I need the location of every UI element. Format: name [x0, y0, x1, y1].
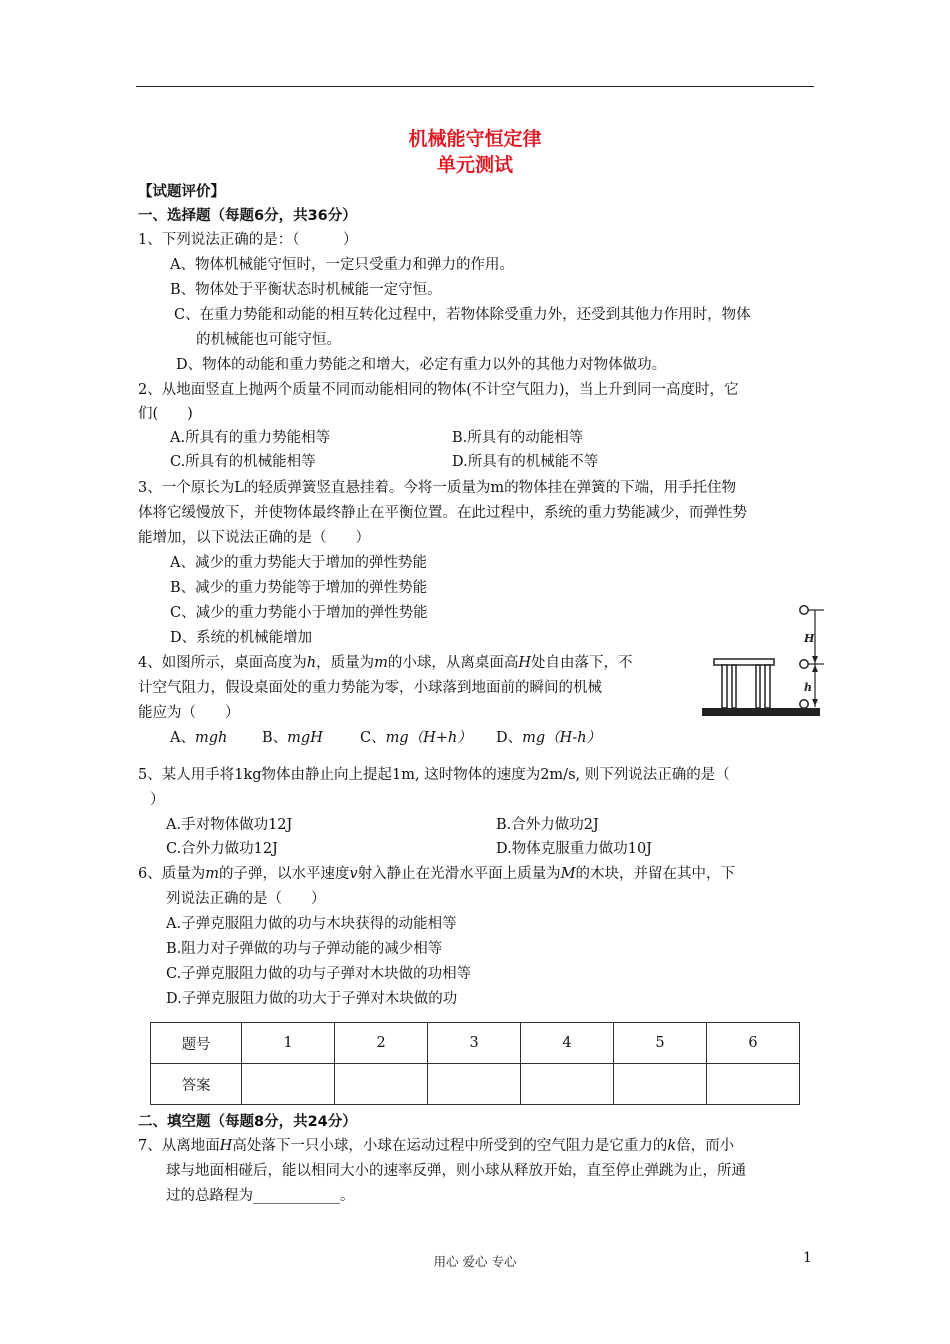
q4-option-d: D、mg（H-h）	[496, 730, 602, 746]
answer-cell[interactable]	[335, 1064, 428, 1105]
page-number: 1	[803, 1250, 812, 1266]
answer-cell[interactable]	[706, 1064, 799, 1105]
section-heading: 【试题评价】	[138, 184, 225, 200]
table-header-label: 题号	[151, 1023, 242, 1064]
q1-option-d: D、物体的动能和重力势能之和增大，必定有重力以外的其他力对物体做功。	[176, 357, 667, 373]
table-cell-number: 3	[428, 1023, 521, 1064]
doc-title: 机械能守恒定律	[408, 128, 542, 150]
q1-option-c-line2: 的机械能也可能守恒。	[196, 332, 341, 348]
q3-option-a: A、减少的重力势能大于增加的弹性势能	[170, 555, 427, 571]
q6-stem-line1: 6、质量为m的子弹，以水平速度v射入静止在光滑水平面上质量为M的木块，并留在其中，下	[138, 866, 736, 882]
answer-table	[150, 1022, 800, 1105]
answer-cell[interactable]	[521, 1064, 614, 1105]
table-cell-number: 1	[242, 1023, 335, 1064]
q1-option-c-line1: C、在重力势能和动能的相互转化过程中，若物体除受重力外，还受到其他力作用时，物体	[174, 307, 751, 323]
section1-title: 一、选择题（每题6分，共36分）	[138, 208, 357, 224]
answer-cell[interactable]	[242, 1064, 335, 1105]
q6-option-c: C.子弹克服阻力做的功与子弹对木块做的功相等	[166, 966, 472, 982]
table-leg	[722, 665, 727, 708]
header-rule	[136, 86, 814, 87]
q3-option-d: D、系统的机械能增加	[170, 630, 313, 646]
doc-subtitle: 单元测试	[436, 154, 513, 176]
q4-stem-line2: 计空气阻力，假设桌面处的重力势能为零，小球落到地面前的瞬间的机械	[138, 680, 602, 696]
q1-option-a: A、物体机械能守恒时，一定只受重力和弹力的作用。	[170, 257, 514, 273]
table-ball-diagram	[700, 600, 825, 725]
q3-option-c: C、减少的重力势能小于增加的弹性势能	[170, 605, 428, 621]
page-footer: 用心 爱心 专心	[433, 1254, 517, 1269]
table-cell-number: 5	[614, 1023, 707, 1064]
table-row	[151, 1064, 800, 1105]
ball-middle	[800, 660, 808, 668]
q5-option-b: B.合外力做功2J	[496, 817, 599, 833]
q2-option-d: D.所具有的机械能不等	[452, 454, 599, 470]
q2-option-a: A.所具有的重力势能相等	[170, 430, 331, 446]
q6-option-b: B.阻力对子弹做的功与子弹动能的减少相等	[166, 941, 443, 957]
table-leg	[732, 665, 736, 708]
q4-stem-line1: 4、如图所示，桌面高度为h，质量为m的小球，从离桌面高H处自由落下，不	[138, 655, 633, 671]
table-leg	[765, 665, 770, 708]
ball-top	[800, 606, 808, 614]
q3-option-b: B、减少的重力势能等于增加的弹性势能	[170, 580, 428, 596]
answer-cell[interactable]	[614, 1064, 707, 1105]
q2-stem-line1: 2、从地面竖直上抛两个质量不同而动能相同的物体(不计空气阻力)，当上升到同一高度时，它	[138, 382, 739, 398]
table-cell-number: 6	[706, 1023, 799, 1064]
q4-option-a: A、mgh	[170, 730, 228, 746]
q5-stem-line1: 5、某人用手将1kg物体由静止向上提起1m, 这时物体的速度为2m/s, 则下列说法正确的是（	[138, 767, 730, 783]
table-row	[151, 1023, 800, 1064]
q3-stem-line1: 3、一个原长为L的轻质弹簧竖直悬挂着。今将一质量为m的物体挂在弹簧的下端，用手托住物	[138, 480, 737, 496]
table-leg	[756, 665, 760, 708]
q7-stem-line2: 球与地面相碰后，能以相同大小的速率反弹，则小球从释放开始，直至停止弹跳为止，所通	[166, 1163, 746, 1179]
table-top	[714, 659, 774, 665]
answer-cell[interactable]	[428, 1064, 521, 1105]
q4-option-b: B、mgH	[262, 730, 323, 746]
label-H: H	[804, 632, 815, 645]
q5-option-a: A.手对物体做功12J	[166, 817, 293, 833]
q3-stem-line2: 体将它缓慢放下，并使物体最终静止在平衡位置。在此过程中，系统的重力势能减少，而弹性势	[138, 505, 747, 521]
q1-stem: 1、下列说法正确的是：（ ）	[138, 232, 358, 248]
label-h: h	[804, 681, 812, 694]
table-cell-number: 2	[335, 1023, 428, 1064]
table-answer-label: 答案	[151, 1064, 242, 1105]
q6-option-d: D.子弹克服阻力做的功大于子弹对木块做的功	[166, 991, 458, 1007]
q2-option-c: C.所具有的机械能相等	[170, 454, 316, 470]
q1-option-b: B、物体处于平衡状态时机械能一定守恒。	[170, 282, 442, 298]
q4-option-c: C、mg（H+h）	[360, 730, 472, 746]
q7-stem-line1: 7、从离地面H高处落下一只小球，小球在运动过程中所受到的空气阻力是它重力的k倍，而小	[138, 1138, 735, 1154]
ball-bottom	[800, 700, 808, 708]
q7-stem-line3: 过的总路程为____________。	[166, 1188, 355, 1204]
ground	[702, 708, 820, 716]
q2-option-b: B.所具有的动能相等	[452, 430, 584, 446]
table-cell-number: 4	[521, 1023, 614, 1064]
q5-option-c: C.合外力做功12J	[166, 841, 278, 857]
q6-option-a: A.子弹克服阻力做的功与木块获得的动能相等	[166, 916, 457, 932]
q4-stem-line3: 能应为（ ）	[138, 705, 240, 721]
q3-stem-line3: 能增加，以下说法正确的是（ ）	[138, 530, 370, 546]
q5-stem-line2: ）	[150, 792, 165, 808]
q2-stem-line2: 们( )	[138, 406, 193, 422]
section2-title: 二、填空题（每题8分，共24分）	[138, 1114, 357, 1130]
q6-stem-line2: 列说法正确的是（ ）	[166, 891, 326, 907]
q5-option-d: D.物体克服重力做功10J	[496, 841, 652, 857]
